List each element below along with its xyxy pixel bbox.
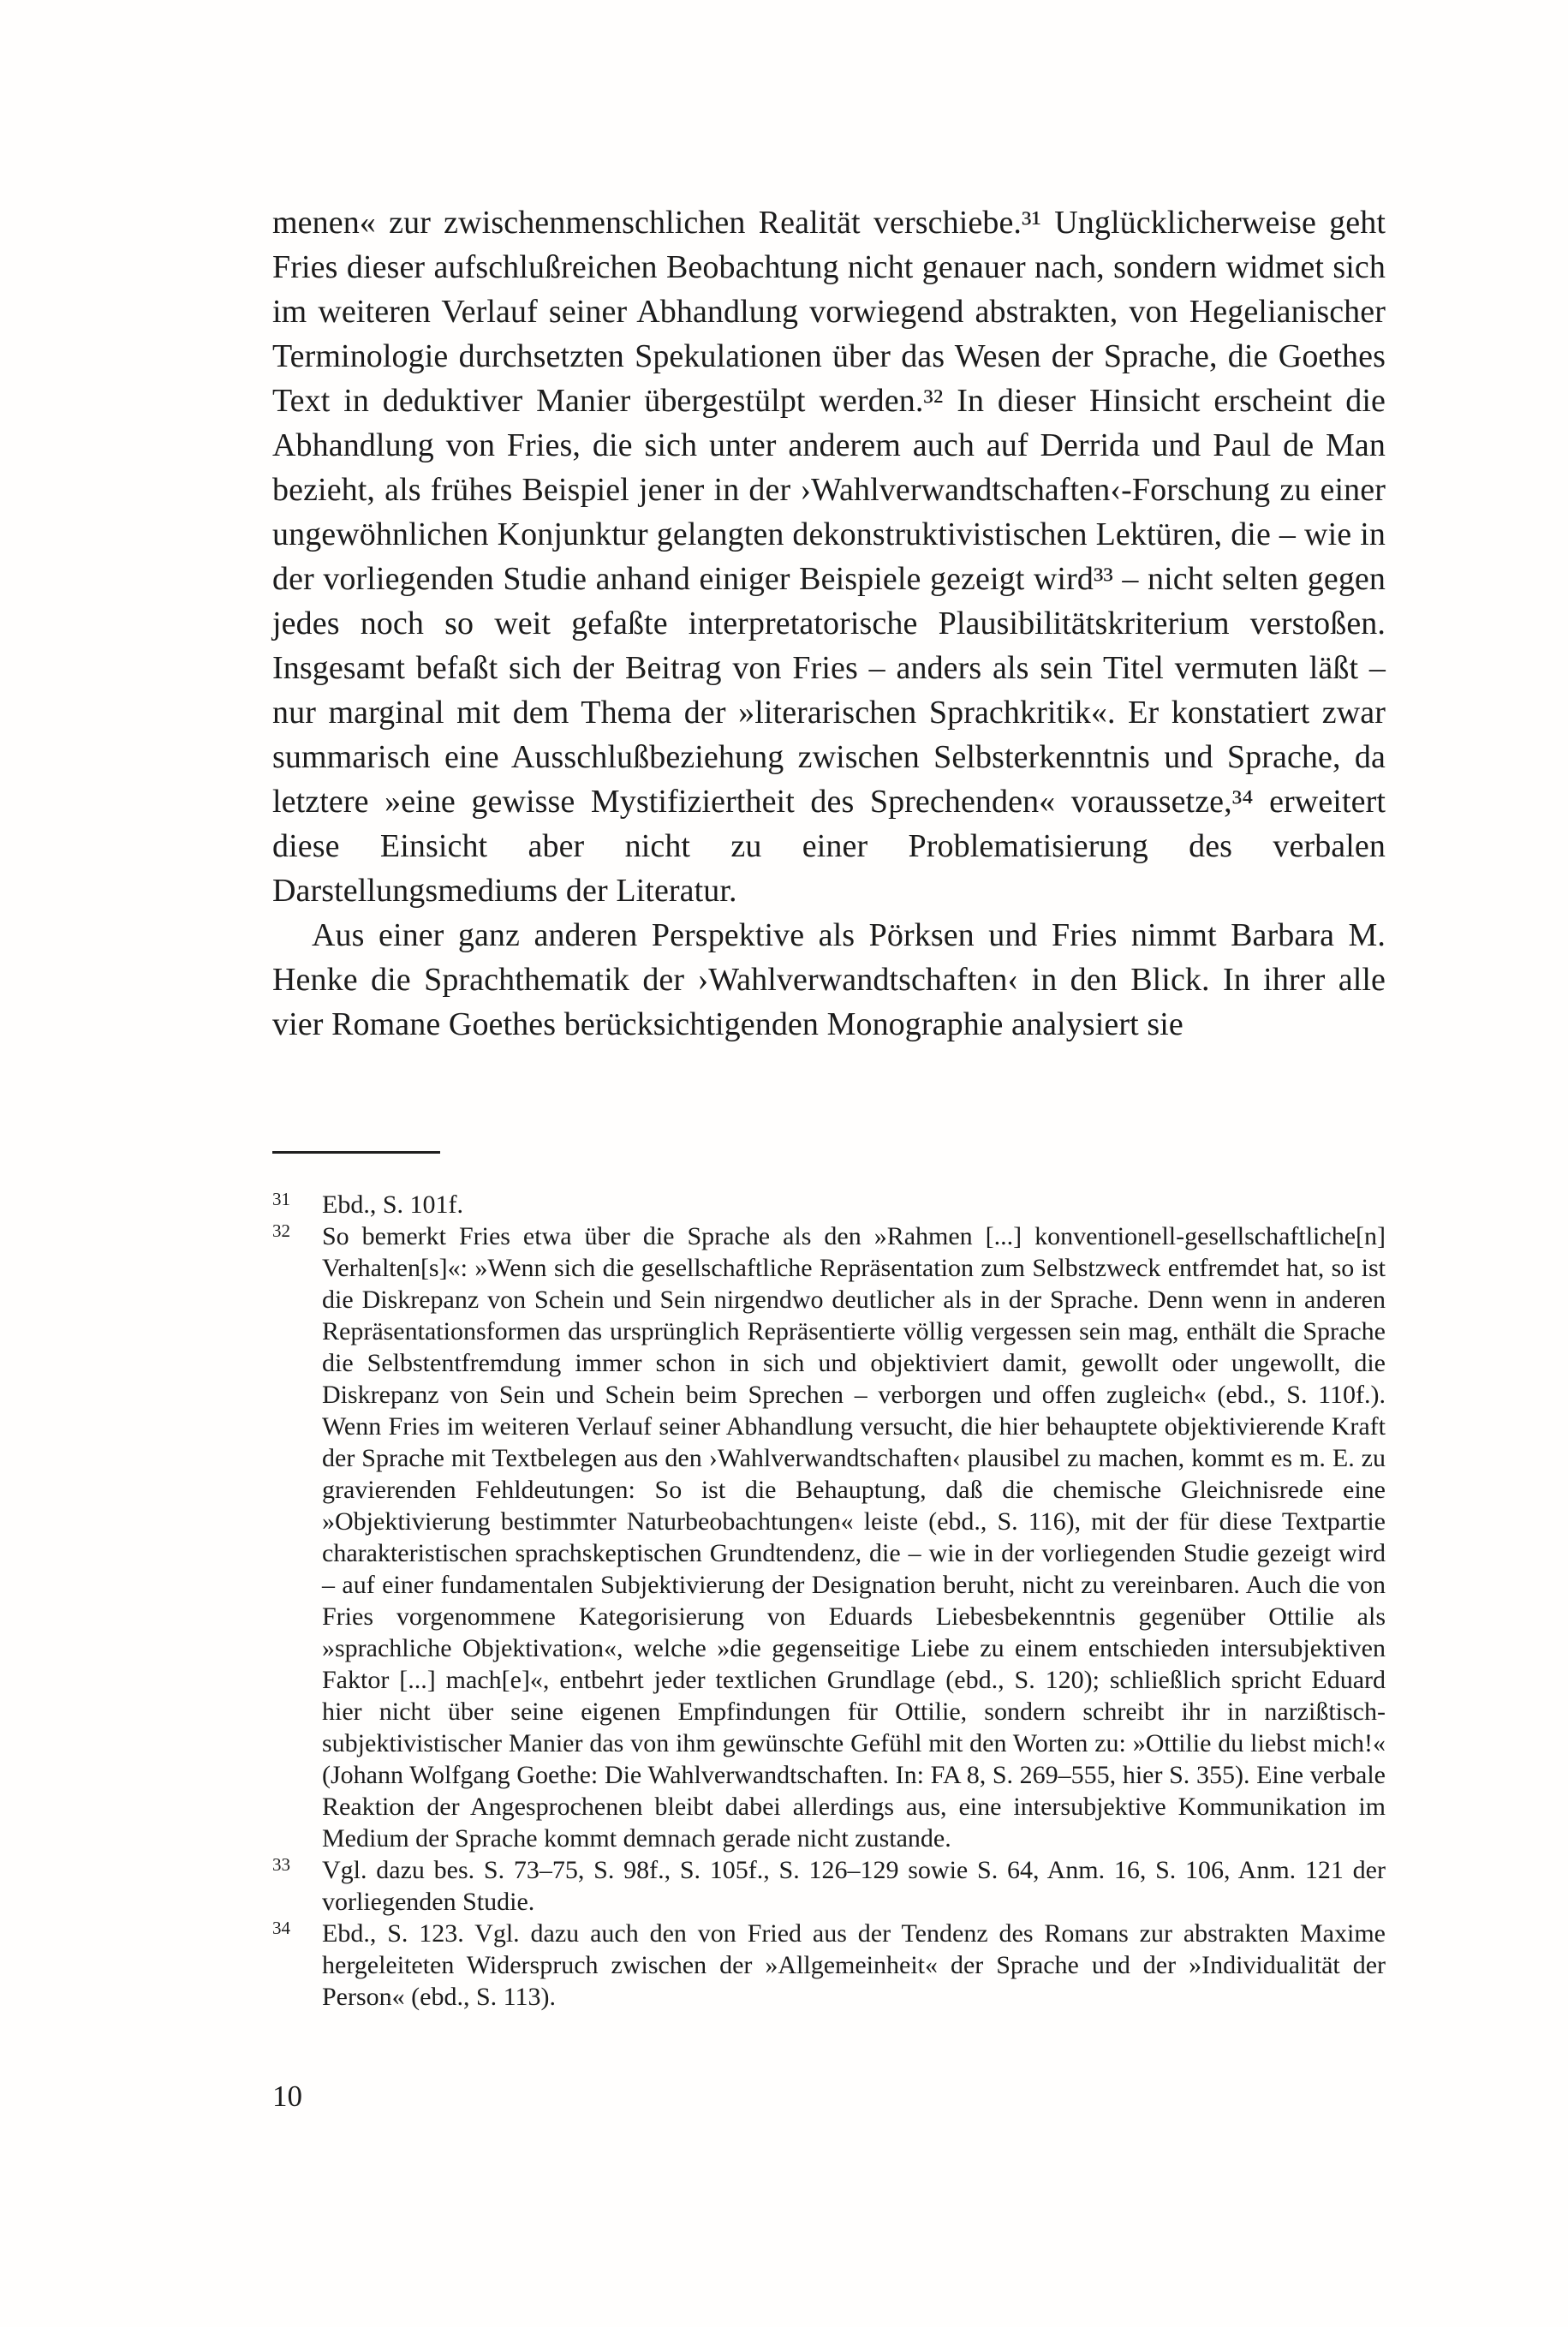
page-number: 10: [272, 2079, 302, 2113]
footnote: [272, 1918, 1386, 2013]
footnote: [272, 1220, 1386, 1854]
footnote-number: 33: [272, 1854, 290, 1875]
footnote-number: 31: [272, 1189, 290, 1209]
footnote-separator: [272, 1151, 440, 1154]
footnotes-section: [272, 1189, 1386, 2013]
paragraph-continuation: menen« zur zwischenmenschlichen Realität verschiebe.³¹ Unglücklicherweise geht Fries dieser aufschlußreichen Beobachtung nicht genauer nach, sondern widmet sich im weiteren Verlauf seiner Abhandlung vorwiegend abstrakten, von Hegelianischer Terminologie durchsetzten Spekulationen über das Wesen der Sprache, die Goethes Text in deduktiver Manier übergestülpt werden.³² In dieser Hinsicht erscheint die Abhandlung von Fries, die sich unter anderem auch auf Derrida und Paul de Man bezieht, als frühes Beispiel jener in der ›Wahlverwandtschaften‹-Forschung zu einer ungewöhnlichen Konjunktur gelangten dekonstruktivistischen Lektüren, die – wie in der vorliegenden Studie anhand einiger Beispiele gezeigt wird³³ – nicht selten gegen jedes noch so weit gefaßte interpretatorische Plausibilitätskriterium verstoßen. Insgesamt befaßt sich der Beitrag von Fries – anders als sein Titel vermuten läßt – nur marginal mit dem Thema der »literarischen Sprachkritik«. Er konstatiert zwar summarisch eine Ausschlußbeziehung zwischen Selbsterkenntnis und Sprache, da letztere »eine gewisse Mystifiziertheit des Sprechenden« voraussetze,³⁴ erweitert diese Einsicht aber nicht zu einer Problematisierung des verbalen Darstellungsmediums der Literatur.: [272, 205, 1386, 909]
footnote: [272, 1854, 1386, 1918]
paragraph: Aus einer ganz anderen Perspektive als Pörksen und Fries nimmt Barbara M. Henke die Sprachthematik der ›Wahlverwandtschaften‹ in den Blick. In ihrer alle vier Romane Goethes berücksichtigenden Monographie analysiert sie: [272, 917, 1386, 1042]
footnote-text: So bemerkt Fries etwa über die Sprache als den »Rahmen [...] konventionell-gesellschaftliche[n] Verhalten[s]«: »Wenn sich die gesellschaftliche Repräsentation zum Selbstzweck entfremdet hat, so ist die Diskrepanz von Schein und Sein nirgendwo deutlicher als in der Sprache. Denn wenn in anderen Repräsentationsformen das ursprünglich Repräsentierte völlig vergessen sein mag, enthält die Sprache die Selbstentfremdung immer schon in sich und objektiviert damit, gewollt oder ungewollt, die Diskrepanz von Sein und Schein beim Sprechen – verborgen und offen zugleich« (ebd., S. 110f.). Wenn Fries im weiteren Verlauf seiner Abhandlung versucht, die hier behauptete objektivierende Kraft der Sprache mit Textbelegen aus den ›Wahlverwandtschaften‹ plausibel zu machen, kommt es m. E. zu gravierenden Fehldeutungen: So ist die Behauptung, daß die chemische Gleichnisrede eine »Objektivierung bestimmter Naturbeobachtungen« leiste (ebd., S. 116), mit der für diese Textpartie charakteristischen sprachskeptischen Grundtendenz, die – wie in der vorliegenden Studie gezeigt wird – auf einer fundamentalen Subjektivierung der Designation beruht, nicht zu vereinbaren. Auch die von Fries vorgenommene Kategorisierung von Eduards Liebesbekenntnis gegenüber Ottilie als »sprachliche Objektivation«, welche »die gegenseitige Liebe zu einem entschieden intersubjektiven Faktor [...] mach[e]«, entbehrt jeder textlichen Grundlage (ebd., S. 120); schließlich spricht Eduard hier nicht über seine eigenen Empfindungen für Ottilie, sondern schreibt ihr in narzißtisch-subjektivistischer Manier das von ihm gewünschte Gefühl mit den Worten zu: »Ottilie du liebst mich!« (Johann Wolfgang Goethe: Die Wahlverwandtschaften. In: FA 8, S. 269–555, hier S. 355). Eine verbale Reaktion der Angesprochenen bleibt dabei allerdings aus, eine intersubjektive Kommunikation im Medium der Sprache kommt demnach gerade nicht zustande.: [322, 1222, 1386, 1853]
footnote-number: 34: [272, 1918, 290, 1938]
footnote-number: 32: [272, 1220, 290, 1241]
footnote-text: Ebd., S. 101f.: [322, 1190, 463, 1219]
footnote-text: Ebd., S. 123. Vgl. dazu auch den von Fried aus der Tendenz des Romans zur abstrakten Maxime hergeleiteten Widerspruch zwischen der »Allgemeinheit« der Sprache und der »Individualität der Person« (ebd., S. 113).: [322, 1919, 1386, 2011]
footnote-text: Vgl. dazu bes. S. 73–75, S. 98f., S. 105f., S. 126–129 sowie S. 64, Anm. 16, S. 106, Anm. 121 der vorliegenden Studie.: [322, 1856, 1386, 1916]
footnote: [272, 1189, 1386, 1220]
body-text: [272, 200, 1386, 1047]
